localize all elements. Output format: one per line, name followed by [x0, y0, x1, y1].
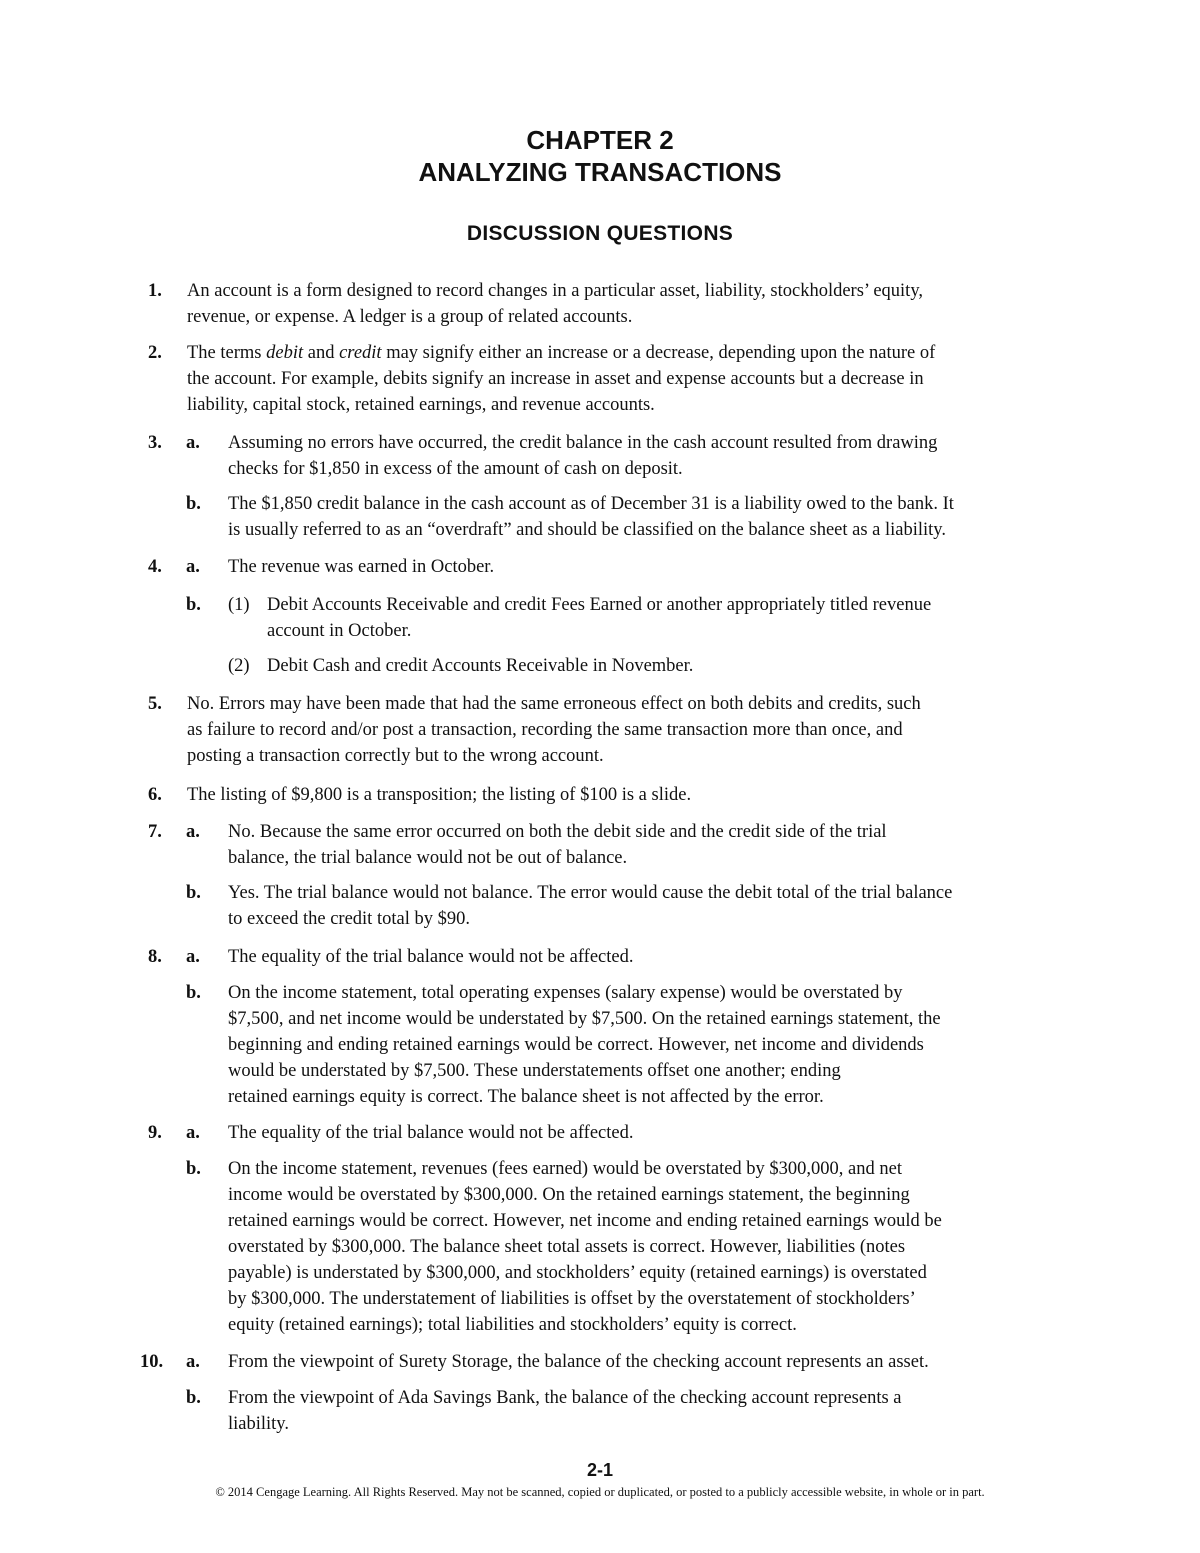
text-line: $7,500, and net income would be understated by $7,500. On the retained earnings statement, the [228, 1009, 941, 1029]
text-line: overstated by $300,000. The balance sheet total assets is correct. However, liabilities (notes [228, 1237, 906, 1257]
text-line: retained earnings equity is correct. The balance sheet is not affected by the error. [228, 1087, 824, 1107]
text-line: Assuming no errors have occurred, the credit balance in the cash account resulted from drawing [228, 433, 938, 453]
answer-text [187, 278, 1067, 330]
sub-label: a. [186, 947, 200, 967]
text-line: payable) is understated by $300,000, and stockholders’ equity (retained earnings) is overstated [228, 1263, 927, 1283]
text-line: The $1,850 credit balance in the cash account as of December 31 is a liability owed to the bank. It [228, 494, 954, 514]
sub-label: b. [186, 595, 201, 615]
text-line: Debit Cash and credit Accounts Receivable in November. [267, 656, 694, 676]
text-line: retained earnings would be correct. However, net income and ending retained earnings would be [228, 1211, 942, 1231]
chapter-title: ANALYZING TRANSACTIONS [418, 157, 782, 187]
text-run: and [303, 343, 340, 363]
sub-label: a. [186, 822, 200, 842]
text-line: An account is a form designed to record changes in a particular asset, liability, stockholders’ equity, [187, 281, 923, 301]
text-line: is usually referred to as an “overdraft” and should be classified on the balance sheet as a liability. [228, 520, 946, 540]
sub-label: b. [186, 1388, 201, 1408]
text-line: The equality of the trial balance would not be affected. [228, 1123, 634, 1143]
text-line: revenue, or expense. A ledger is a group of related accounts. [187, 307, 633, 327]
text-line: No. Errors may have been made that had the same erroneous effect on both debits and credits, such [187, 694, 921, 714]
term-debit: debit [266, 343, 304, 363]
text-line: balance, the trial balance would not be out of balance. [228, 848, 628, 868]
text-line: account in October. [267, 621, 412, 641]
text-line: On the income statement, total operating expenses (salary expense) would be overstated by [228, 983, 903, 1003]
sub-label: a. [186, 1352, 200, 1372]
answer-text [228, 980, 1068, 1110]
answer-text [187, 782, 1067, 808]
answer-text [228, 944, 1068, 970]
item-number: (2) [228, 656, 250, 676]
text-line: liability, capital stock, retained earnings, and revenue accounts. [187, 395, 655, 415]
answer-text [187, 691, 1067, 769]
question-number: 1. [148, 281, 162, 301]
answer-text [228, 430, 1068, 482]
question-number: 4. [148, 557, 162, 577]
question-number: 7. [148, 822, 162, 842]
text-line: Debit Accounts Receivable and credit Fees Earned or another appropriately titled revenue [267, 595, 932, 615]
answer-text [187, 340, 1067, 418]
section-title: DISCUSSION QUESTIONS [466, 222, 734, 245]
question-number: 3. [148, 433, 162, 453]
text-line: to exceed the credit total by $90. [228, 909, 470, 929]
text-line: The equality of the trial balance would not be affected. [228, 947, 634, 967]
sub-label: a. [186, 433, 200, 453]
text-line: beginning and ending retained earnings would be correct. However, net income and dividends [228, 1035, 924, 1055]
text-line: liability. [228, 1414, 289, 1434]
text-line: From the viewpoint of Ada Savings Bank, the balance of the checking account represents a [228, 1388, 902, 1408]
text-line [187, 340, 1067, 366]
sub-label: b. [186, 983, 201, 1003]
item-number: (1) [228, 595, 250, 615]
question-number: 10. [140, 1352, 164, 1372]
text-run: The terms [187, 343, 267, 363]
text-line: income would be overstated by $300,000. On the retained earnings statement, the beginning [228, 1185, 910, 1205]
sub-label: a. [186, 557, 200, 577]
text-line: equity (retained earnings); total liabilities and stockholders’ equity is correct. [228, 1315, 797, 1335]
term-credit: credit [339, 343, 382, 363]
question-number: 2. [148, 343, 162, 363]
text-line: No. Because the same error occurred on both the debit side and the credit side of the trial [228, 822, 887, 842]
sub-label: a. [186, 1123, 200, 1143]
answer-text [267, 653, 1057, 679]
question-number: 8. [148, 947, 162, 967]
answer-text [228, 1156, 1068, 1338]
answer-text [228, 1120, 1068, 1146]
text-line: From the viewpoint of Surety Storage, the balance of the checking account represents an asset. [228, 1352, 929, 1372]
answer-text [228, 491, 1068, 543]
text-line: as failure to record and/or post a transaction, recording the same transaction more than once, and [187, 720, 903, 740]
question-number: 6. [148, 785, 162, 805]
page-number: 2-1 [586, 1460, 613, 1480]
sub-label: b. [186, 883, 201, 903]
chapter-number: CHAPTER 2 [526, 125, 674, 155]
question-number: 9. [148, 1123, 162, 1143]
answer-text [267, 592, 1057, 644]
answer-text [228, 1349, 1068, 1375]
answer-text [228, 554, 1068, 580]
answer-text [228, 1385, 1068, 1437]
text-line: Yes. The trial balance would not balance. The error would cause the debit total of the trial balance [228, 883, 953, 903]
text-line: posting a transaction correctly but to the wrong account. [187, 746, 604, 766]
answer-text [228, 819, 1068, 871]
text-line: by $300,000. The understatement of liabilities is offset by the overstatement of stockholders’ [228, 1289, 916, 1309]
question-number: 5. [148, 694, 162, 714]
text-line: the account. For example, debits signify an increase in asset and expense accounts but a decrease in [187, 369, 924, 389]
answer-text [228, 880, 1068, 932]
sub-label: b. [186, 494, 201, 514]
text-line: The listing of $9,800 is a transposition; the listing of $100 is a slide. [187, 785, 692, 805]
text-line: checks for $1,850 in excess of the amount of cash on deposit. [228, 459, 683, 479]
sub-label: b. [186, 1159, 201, 1179]
text-line: On the income statement, revenues (fees earned) would be overstated by $300,000, and net [228, 1159, 902, 1179]
text-line: would be understated by $7,500. These understatements offset one another; ending [228, 1061, 841, 1081]
text-line: The revenue was earned in October. [228, 557, 495, 577]
text-run: may signify either an increase or a decrease, depending upon the nature of [381, 343, 936, 363]
copyright-notice: © 2014 Cengage Learning. All Rights Reserved. May not be scanned, copied or duplicated, or posted to a publicly accessible website, in whole or in part. [215, 1485, 985, 1499]
